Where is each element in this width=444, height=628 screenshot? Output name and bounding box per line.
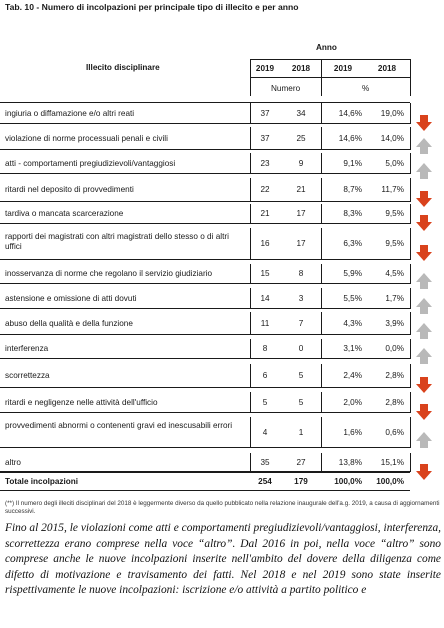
vrule bbox=[321, 288, 322, 309]
row-n2019: 22 bbox=[260, 185, 270, 194]
row-label: inosservanza di norme che regolano il servizio giudiziario bbox=[5, 269, 213, 278]
total-bottom-rule bbox=[0, 490, 410, 491]
header-rule-mid bbox=[250, 77, 410, 78]
vrule bbox=[321, 312, 322, 335]
row-p2018: 14,0% bbox=[380, 134, 404, 143]
row-p2019: 8,3% bbox=[343, 209, 362, 218]
header-rule-top bbox=[250, 59, 410, 60]
body-paragraph: Fino al 2015, le violazioni come atti e comportamenti pregiudizievoli/vantaggiosi, interferenza, scorrettezza erano comprese nella voce “altro”. Dal 2016 in poi, nella voce “altro” sono comprese anche le nuove incolpazioni inserite nell'ambito del dovere della diligenza come difetto di motivazione e travisamento dei fatti. Nel 2018 e nel 2019 sono state inserite rispettivamente le nuove incolpazioni: iscrizione e/o attività a partito politico e bbox=[5, 522, 441, 597]
row-rule bbox=[0, 334, 410, 335]
row-n2019: 11 bbox=[260, 319, 270, 328]
row-rule bbox=[0, 123, 410, 124]
table-row bbox=[0, 228, 444, 260]
arrow-up-icon bbox=[416, 323, 432, 339]
vrule bbox=[250, 312, 251, 335]
vrule bbox=[410, 103, 411, 124]
total-p2019: 100,0% bbox=[334, 477, 362, 486]
row-p2018: 9,5% bbox=[385, 239, 404, 248]
row-rule bbox=[0, 412, 410, 413]
row-label: scorrettezza bbox=[5, 371, 50, 380]
vrule bbox=[321, 339, 322, 359]
table-row bbox=[0, 288, 444, 309]
row-rule bbox=[0, 387, 410, 388]
table-row bbox=[0, 204, 444, 224]
vrule bbox=[250, 103, 251, 124]
row-p2019: 5,9% bbox=[343, 269, 362, 278]
row-label: altro bbox=[5, 458, 21, 467]
arrow-up-icon bbox=[416, 273, 432, 289]
header-vrule-right bbox=[410, 59, 411, 96]
row-p2019: 2,4% bbox=[343, 371, 362, 380]
row-p2019: 8,7% bbox=[343, 185, 362, 194]
row-p2018: 15,1% bbox=[380, 458, 404, 467]
row-n2018: 7 bbox=[298, 319, 304, 328]
table-row bbox=[0, 264, 444, 284]
vrule bbox=[321, 417, 322, 448]
vrule bbox=[250, 228, 251, 260]
row-p2019: 2,0% bbox=[343, 398, 362, 407]
vrule bbox=[250, 288, 251, 309]
row-p2018: 4,5% bbox=[385, 269, 404, 278]
row-p2018: 0,0% bbox=[385, 344, 404, 353]
header-year-p2019: 2019 bbox=[333, 64, 353, 73]
vrule bbox=[250, 153, 251, 174]
vrule bbox=[321, 364, 322, 388]
vrule bbox=[250, 264, 251, 284]
row-p2019: 9,1% bbox=[343, 159, 362, 168]
row-p2018: 3,9% bbox=[385, 319, 404, 328]
vrule bbox=[321, 228, 322, 260]
row-n2018: 9 bbox=[298, 159, 304, 168]
vrule bbox=[321, 392, 322, 413]
row-label: rapporti dei magistrati con altri magistrati dello stesso o di altri uffici bbox=[5, 232, 229, 251]
row-rule bbox=[0, 223, 410, 224]
vrule bbox=[410, 178, 411, 202]
row-label: ritardi e negligenze nelle attività dell'ufficio bbox=[5, 398, 158, 407]
vrule bbox=[250, 339, 251, 359]
row-p2018: 2,8% bbox=[385, 371, 404, 380]
arrow-up-icon bbox=[416, 432, 432, 448]
row-n2018: 17 bbox=[296, 239, 306, 248]
row-label: tardiva o mancata scarcerazione bbox=[5, 209, 124, 218]
row-rule bbox=[0, 201, 410, 202]
row-label: abuso della qualità e della funzione bbox=[5, 319, 133, 328]
table-row bbox=[0, 178, 444, 202]
vrule bbox=[250, 392, 251, 413]
arrow-up-icon bbox=[416, 138, 432, 154]
row-n2018: 21 bbox=[296, 185, 306, 194]
vrule bbox=[410, 453, 411, 472]
vrule bbox=[250, 178, 251, 202]
row-n2019: 37 bbox=[260, 134, 270, 143]
row-p2019: 4,3% bbox=[343, 319, 362, 328]
table-row bbox=[0, 127, 444, 150]
row-p2019: 5,5% bbox=[343, 294, 362, 303]
vrule bbox=[321, 204, 322, 224]
row-rule bbox=[0, 308, 410, 309]
table-row bbox=[0, 339, 444, 359]
row-p2018: 0,6% bbox=[385, 428, 404, 437]
vrule bbox=[250, 364, 251, 388]
row-n2019: 4 bbox=[262, 428, 268, 437]
header-anno: Anno bbox=[316, 43, 337, 52]
vrule bbox=[321, 103, 322, 124]
row-n2018: 0 bbox=[298, 344, 304, 353]
vrule bbox=[250, 417, 251, 448]
table-row bbox=[0, 312, 444, 335]
header-numero: Numero bbox=[271, 84, 301, 93]
vrule bbox=[410, 127, 411, 150]
row-p2018: 9,5% bbox=[385, 209, 404, 218]
row-n2019: 23 bbox=[260, 159, 270, 168]
vrule bbox=[410, 417, 411, 448]
vrule bbox=[321, 264, 322, 284]
row-p2019: 6,3% bbox=[343, 239, 362, 248]
row-label: ritardi nel deposito di provvedimenti bbox=[5, 185, 134, 194]
row-n2019: 14 bbox=[260, 294, 270, 303]
row-p2018: 1,7% bbox=[385, 294, 404, 303]
table-row bbox=[0, 453, 444, 472]
table-row bbox=[0, 364, 444, 388]
row-n2019: 37 bbox=[260, 109, 270, 118]
vrule bbox=[321, 127, 322, 150]
total-label: Totale incolpazioni bbox=[5, 477, 79, 486]
vrule bbox=[410, 228, 411, 260]
table-title: Tab. 10 - Numero di incolpazioni per principale tipo di illecito e per anno bbox=[5, 2, 299, 12]
vrule bbox=[250, 127, 251, 150]
total-n2018: 179 bbox=[294, 477, 308, 486]
row-label: provvedimenti abnormi o contenenti gravi ed inescusabili errori bbox=[5, 421, 233, 430]
row-n2018: 3 bbox=[298, 294, 304, 303]
row-rule bbox=[0, 173, 410, 174]
row-p2019: 14,6% bbox=[338, 134, 362, 143]
header-percent: % bbox=[362, 84, 370, 93]
row-p2019: 1,6% bbox=[343, 428, 362, 437]
row-label: violazione di norme processuali penali e civili bbox=[5, 134, 168, 143]
row-p2018: 5,0% bbox=[385, 159, 404, 168]
vrule bbox=[410, 153, 411, 174]
vrule bbox=[410, 264, 411, 284]
row-n2019: 6 bbox=[262, 371, 268, 380]
row-rule bbox=[0, 259, 410, 260]
header-year-n2018: 2018 bbox=[291, 64, 311, 73]
total-p2018: 100,0% bbox=[376, 477, 404, 486]
row-rule bbox=[0, 358, 410, 359]
row-n2018: 1 bbox=[298, 428, 304, 437]
row-n2018: 25 bbox=[296, 134, 306, 143]
row-n2019: 16 bbox=[260, 239, 270, 248]
table-row bbox=[0, 153, 444, 174]
row-p2019: 3,1% bbox=[343, 344, 362, 353]
total-n2019: 254 bbox=[258, 477, 272, 486]
footnote: (**) Il numero degli illeciti disciplinari del 2018 è leggermente diverso da quello pubblicato nella relazione inaugurale dell'a.g. 2019, a causa di aggiornamenti successivi. bbox=[5, 500, 440, 515]
row-label: astensione e omissione di atti dovuti bbox=[5, 294, 137, 303]
row-n2019: 35 bbox=[260, 458, 270, 467]
vrule bbox=[321, 153, 322, 174]
row-label: ingiuria o diffamazione e/o altri reati bbox=[5, 109, 135, 118]
table-row bbox=[0, 417, 444, 448]
row-n2018: 5 bbox=[298, 371, 304, 380]
row-n2018: 17 bbox=[296, 209, 306, 218]
row-rule bbox=[0, 283, 410, 284]
header-vrule-left bbox=[250, 59, 251, 96]
vrule bbox=[410, 364, 411, 388]
row-n2019: 15 bbox=[260, 269, 270, 278]
arrow-down-icon bbox=[416, 377, 432, 393]
vrule bbox=[321, 178, 322, 202]
row-p2019: 14,6% bbox=[338, 109, 362, 118]
vrule bbox=[250, 204, 251, 224]
table-row bbox=[0, 103, 444, 124]
row-p2018: 2,8% bbox=[385, 398, 404, 407]
vrule bbox=[410, 288, 411, 309]
row-n2018: 34 bbox=[296, 109, 306, 118]
row-rule bbox=[0, 447, 410, 448]
row-label: atti - comportamenti pregiudizievoli/vantaggiosi bbox=[5, 159, 176, 168]
arrow-up-icon bbox=[416, 348, 432, 364]
row-p2019: 13,8% bbox=[338, 458, 362, 467]
row-n2019: 8 bbox=[262, 344, 268, 353]
vrule bbox=[250, 453, 251, 472]
vrule bbox=[410, 392, 411, 413]
row-n2019: 5 bbox=[262, 398, 268, 407]
table-row bbox=[0, 392, 444, 413]
vrule bbox=[410, 204, 411, 224]
row-p2018: 19,0% bbox=[380, 109, 404, 118]
header-year-p2018: 2018 bbox=[377, 64, 397, 73]
row-n2018: 8 bbox=[298, 269, 304, 278]
vrule bbox=[321, 453, 322, 472]
row-label: interferenza bbox=[5, 344, 49, 353]
header-illecito: Illecito disciplinare bbox=[86, 63, 160, 72]
arrow-up-icon bbox=[416, 163, 432, 179]
table-top-rule bbox=[0, 102, 410, 103]
header-year-n2019: 2019 bbox=[255, 64, 275, 73]
row-n2019: 21 bbox=[260, 209, 270, 218]
header-vrule-mid bbox=[321, 59, 322, 96]
vrule bbox=[410, 312, 411, 335]
arrow-down-icon bbox=[416, 245, 432, 261]
row-rule bbox=[0, 149, 410, 150]
total-row bbox=[0, 472, 444, 490]
row-n2018: 5 bbox=[298, 398, 304, 407]
vrule bbox=[410, 339, 411, 359]
row-p2018: 11,7% bbox=[381, 185, 404, 194]
row-n2018: 27 bbox=[296, 458, 306, 467]
